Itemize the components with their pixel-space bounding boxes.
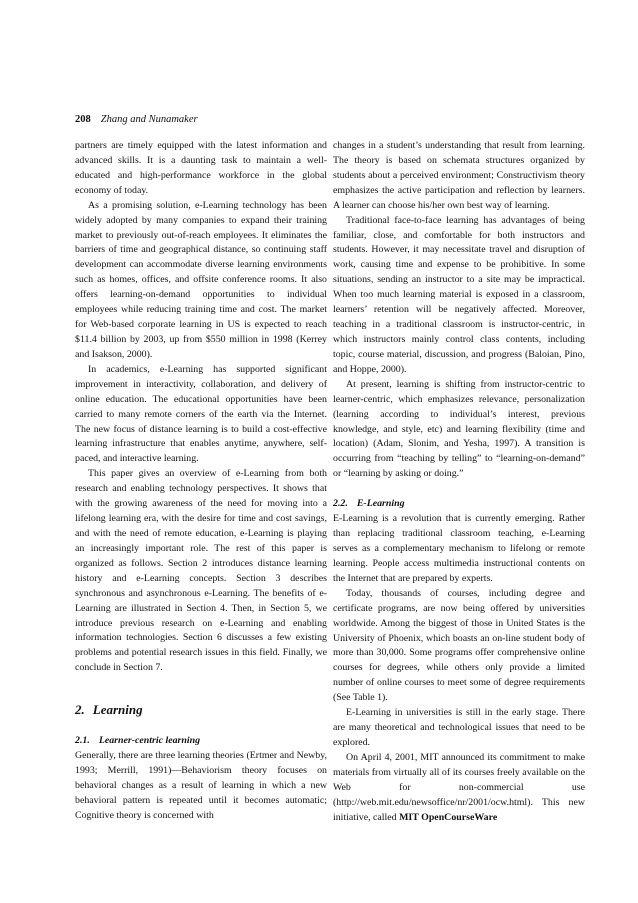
subsection-title: E-Learning — [356, 498, 405, 510]
subsection-number: 2.2. — [333, 498, 348, 510]
paragraph: partners are timely equipped with the latest information and advanced skills. It is a daunting task to maintain a well-educated and high-performance workforce in the global economy of today. — [75, 140, 327, 196]
section-heading — [75, 702, 327, 718]
paragraph: E-Learning in universities is still in the early stage. There are many theoretical and technological issues that need to be explored. — [333, 707, 585, 748]
paragraph: Today, thousands of courses, including degree and certificate programs, are now being offered by universities worldwide. Among the biggest of those in United States is the University of Phoenix, which boasts an on-line student body of more than 30,000. Some programs offer comprehensive online courses for degrees, while others only provide a limited number of online courses to meet some of degree requirements (See Table 1). — [333, 587, 585, 704]
paragraph: This paper gives an overview of e-Learning from both research and enabling technology perspectives. It shows that with the growing awareness of the need for moving into a lifelong learning era, with the desire for time and cost savings, and with the need of remote education, e-Learning is playing an increasingly important role. The rest of this paper is organized as follows. Section 2 introduces distance learning history and e-Learning concepts. Section 3 describes synchronous and asynchronous e-Learning. The benefits of e-Learning are illustrated in Section 4. Then, in Section 5, we introduce previous research on e-Learning and enabling information technologies. Section 6 discusses a few existing problems and potential research issues in this field. Finally, we conclude in Section 7. — [75, 468, 327, 674]
running-header — [75, 114, 198, 125]
paragraph: changes in a student’s understanding that result from learning. The theory is based on schemata structures organized by students about a perceived environment; Constructivism theory emphasizes the active participation and reflection by learners. A learner can choose his/her own best way of learning. — [333, 140, 585, 211]
left-column — [75, 139, 327, 824]
page-number: 208 — [75, 114, 91, 125]
initiative-name: MIT OpenCourseWare — [399, 811, 498, 823]
subsection-number: 2.1. — [75, 735, 90, 747]
running-head-authors: Zhang and Nunamaker — [100, 114, 198, 125]
section-title: Learning — [92, 702, 143, 718]
right-column — [333, 139, 585, 825]
paragraph — [333, 751, 585, 826]
paragraph: Traditional face-to-face learning has advantages of being familiar, close, and comfortable for both instructors and students. However, it may necessitate travel and disruption of work, causing time and expense to be prohibitive. In some situations, sending an instructor to a site may be impractical. When too much learning material is exposed in a classroom, learners’ retention will be negatively affected. Moreover, teaching in a traditional classroom is instructor-centric, in which instructors mainly control class contents, including topic, course material, discussion, and progress (Baloian, Pino, and Hoppe, 2000). — [333, 214, 585, 375]
paragraph: Generally, there are three learning theories (Ertmer and Newby, 1993; Merrill, 1991)—Behaviorism theory focuses on behavioral changes as a result of learning in which a new behavioral pattern is repeated until it becomes automatic; Cognitive theory is concerned with — [75, 750, 327, 821]
section-number: 2. — [75, 702, 85, 718]
subsection-heading — [333, 497, 585, 512]
paragraph: In academics, e-Learning has supported significant improvement in interactivity, collaboration, and delivery of online education. The educational opportunities have been carried to many remote corners of the earth via the Internet. The new focus of distance learning is to build a cost-effective learning infrastructure that enables anytime, anywhere, self-paced, and interactive learning. — [75, 363, 327, 465]
paragraph: As a promising solution, e-Learning technology has been widely adopted by many companies to expand their training market to previously out-of-reach employees. It eliminates the barriers of time and geographical distance, so continuing staff development can accommodate diverse learning environments such as homes, offices, and offsite conference rooms. It also offers learning-on-demand opportunities to individual employees while reducing training time and cost. The market for Web-based corporate learning in US is expected to reach $11.4 billion by 2003, up from $550 million in 1998 (Kerrey and Isakson, 2000). — [75, 199, 327, 360]
paragraph: E-Learning is a revolution that is currently emerging. Rather than replacing traditional classroom teaching, e-Learning serves as a complementary mechanism to lifelong or remote learning. People access multimedia instructional contents on the Internet that are prepared by experts. — [333, 513, 585, 584]
paragraph: At present, learning is shifting from instructor-centric to learner-centric, which emphasizes relevance, personalization (learning according to individual’s interest, previous knowledge, and style, etc) and learning flexibility (time and location) (Adam, Slonim, and Yesha, 1997). A transition is occurring from “teaching by telling” to “learning-on-demand” or “learning by asking or doing.” — [333, 378, 585, 480]
subsection-title: Learner-centric learning — [98, 735, 201, 747]
paragraph-text: On April 4, 2001, MIT announced its commitment to make materials from virtually all of its courses freely available on the Web for non-commercial use (http://web.mit.edu/newsoffice/nr/2001/ocw.html). This new initiative, called — [333, 751, 585, 823]
subsection-heading — [75, 734, 327, 749]
